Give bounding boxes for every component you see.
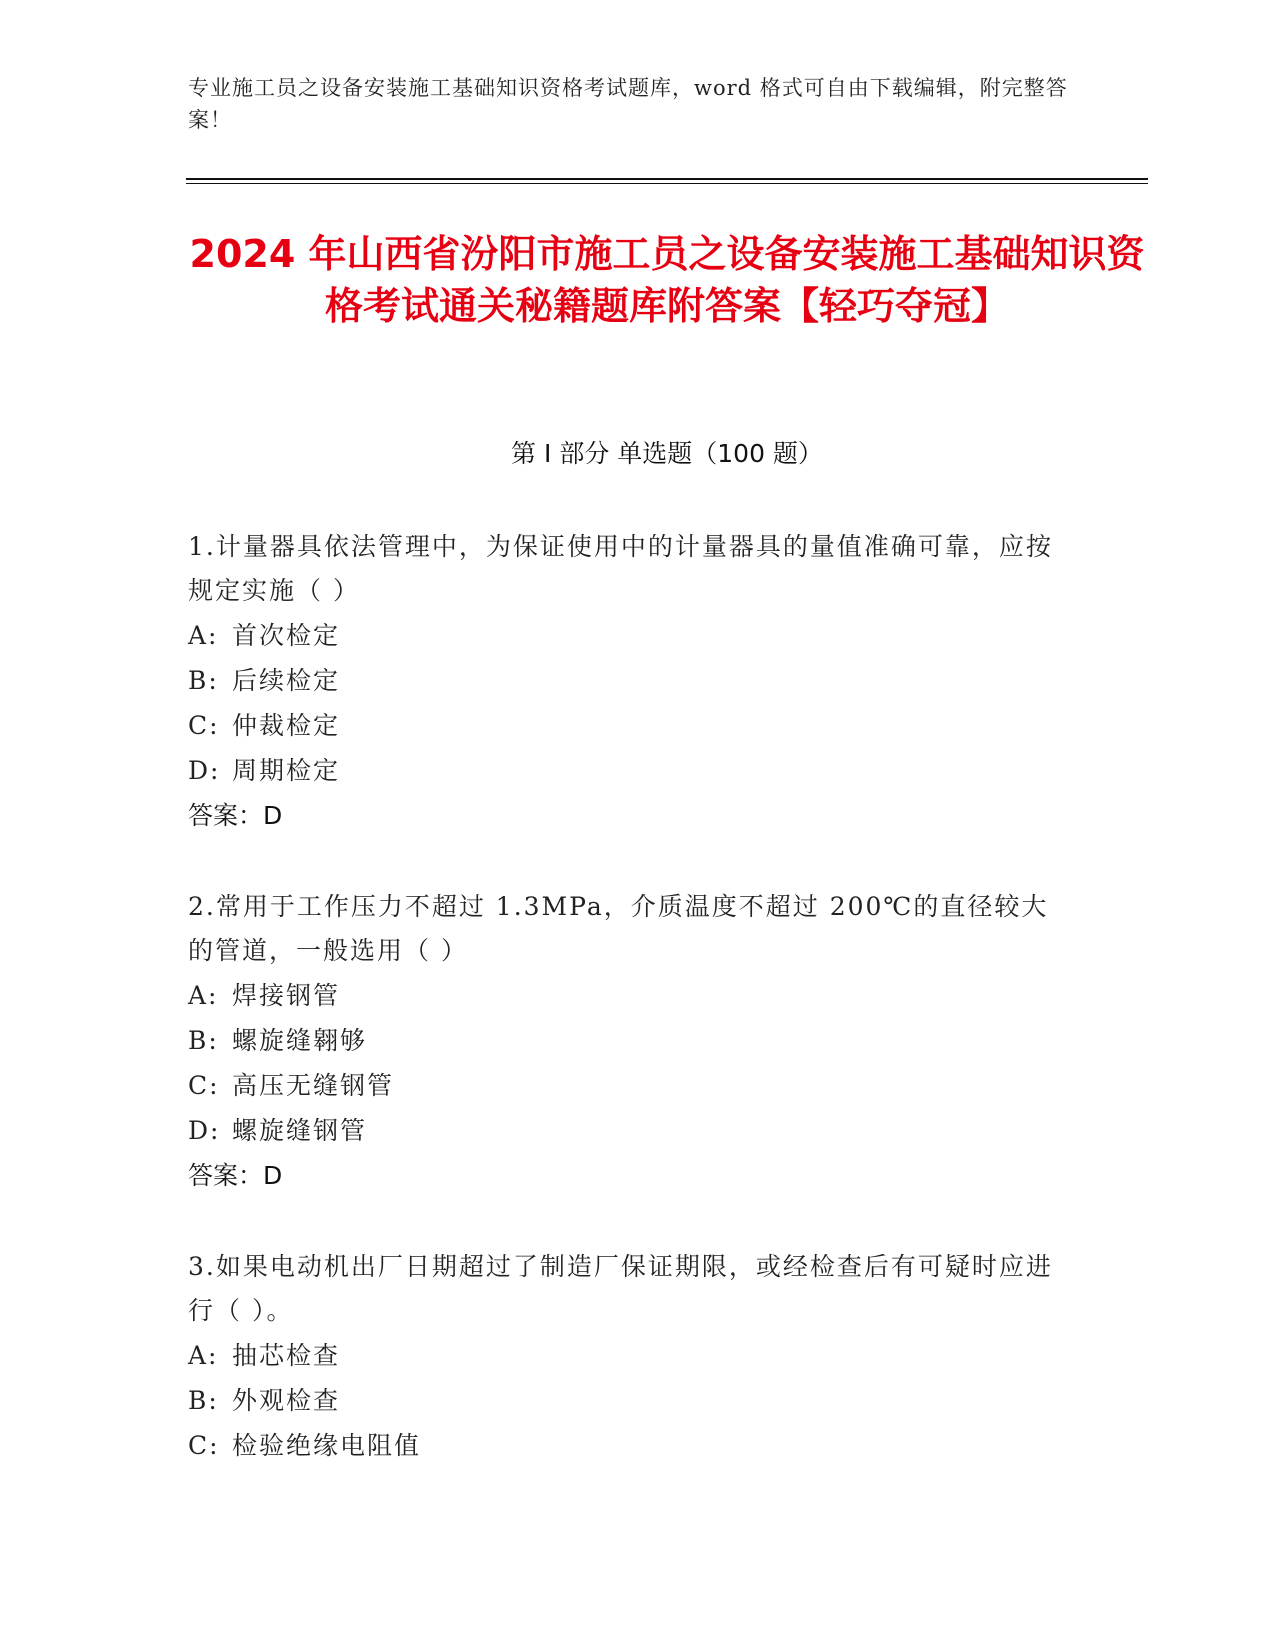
option-c [188, 1063, 1068, 1108]
option-text: 首次检定 [232, 621, 341, 650]
option-text: 焊接钢管 [232, 981, 341, 1010]
header-note: 专业施工员之设备安装施工基础知识资格考试题库，word 格式可自由下载编辑，附完整答案！ [188, 76, 1068, 132]
option-letter: D: [188, 756, 221, 785]
option-letter: A: [188, 621, 219, 650]
question-1 [188, 525, 1068, 838]
question-2 [188, 885, 1068, 1198]
option-text: 外观检查 [232, 1386, 341, 1415]
option-text: 抽芯检查 [232, 1341, 341, 1370]
option-letter: C: [188, 1071, 220, 1100]
option-text: 周期检定 [232, 756, 341, 785]
option-b [188, 658, 1068, 703]
option-text: 螺旋缝钢管 [232, 1116, 368, 1145]
option-letter: B: [188, 666, 219, 695]
question-3 [188, 1245, 1068, 1468]
section-title: 第 I 部分 单选题（100 题） [511, 439, 823, 468]
option-a [188, 1333, 1068, 1378]
question-stem: 2.常用于工作压力不超过 1.3MPa，介质温度不超过 200℃的直径较大的管道，一般选用（ ） [188, 892, 1049, 965]
answer-line: 答案：D [188, 1161, 283, 1190]
document-title: 2024 年山西省汾阳市施工员之设备安装施工基础知识资格考试通关秘籍题库附答案【轻巧夺冠】 [189, 232, 1145, 328]
option-d [188, 1108, 1068, 1153]
option-letter: B: [188, 1026, 219, 1055]
option-letter: D: [188, 1116, 221, 1145]
option-text: 螺旋缝翱够 [232, 1026, 368, 1055]
option-letter: B: [188, 1386, 219, 1415]
header-rule-thin [186, 183, 1148, 184]
option-d [188, 748, 1068, 793]
option-letter: A: [188, 1341, 219, 1370]
option-text: 高压无缝钢管 [232, 1071, 395, 1100]
option-letter: C: [188, 711, 220, 740]
option-a [188, 613, 1068, 658]
option-b [188, 1018, 1068, 1063]
header-rule-thick [186, 178, 1148, 180]
option-text: 检验绝缘电阻值 [232, 1431, 422, 1460]
answer-line: 答案：D [188, 801, 283, 830]
option-letter: C: [188, 1431, 220, 1460]
option-text: 后续检定 [232, 666, 341, 695]
option-a [188, 973, 1068, 1018]
question-stem: 3.如果电动机出厂日期超过了制造厂保证期限，或经检查后有可疑时应进行（ ）。 [188, 1252, 1053, 1325]
question-stem: 1.计量器具依法管理中，为保证使用中的计量器具的量值准确可靠，应按规定实施（ ） [188, 532, 1053, 605]
option-letter: A: [188, 981, 219, 1010]
option-text: 仲裁检定 [232, 711, 341, 740]
option-b [188, 1378, 1068, 1423]
option-c [188, 1423, 1068, 1468]
option-c [188, 703, 1068, 748]
